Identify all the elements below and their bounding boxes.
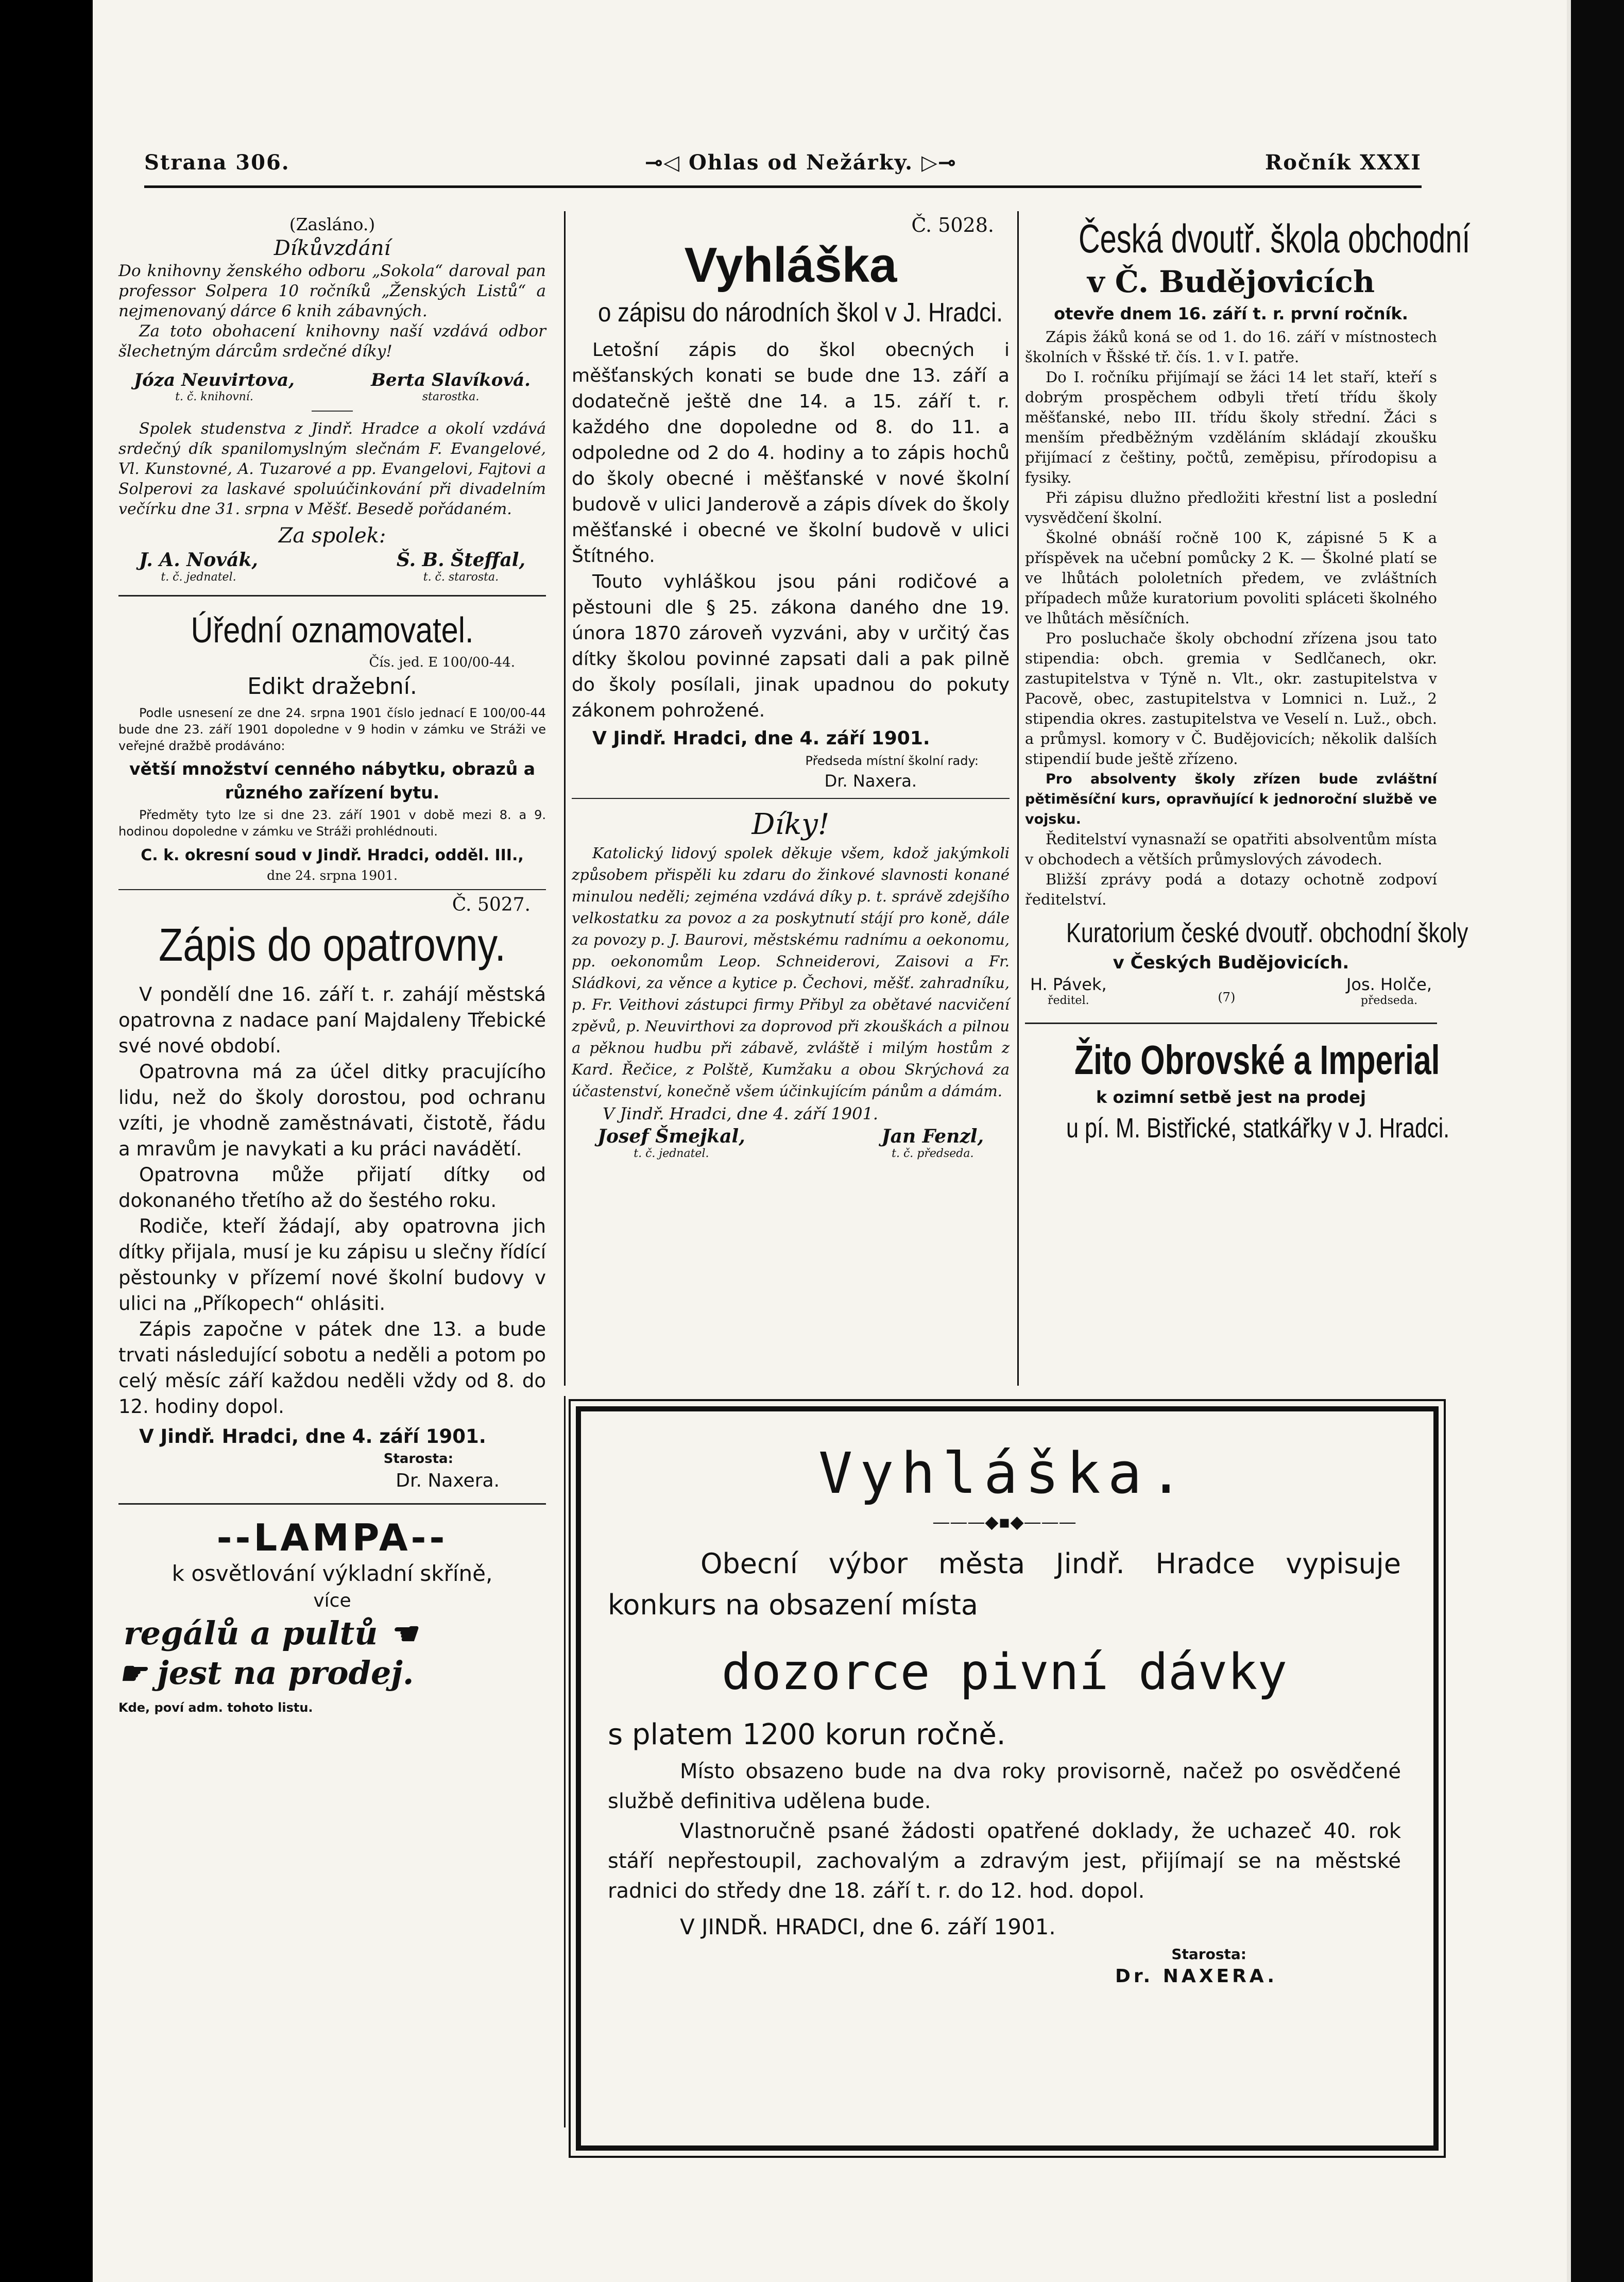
- lamp-l4-row: [118, 1654, 546, 1693]
- header-rule: [144, 185, 1422, 188]
- edict-text: Podle usnesení ze dne 24. srpna 1901 číslo jednací E 100/00-44 bude dne 23. září 1901 dopoledne v 9 hodin v zámku ve Stráži ve veřejné dražbě prodáváno:: [118, 706, 546, 753]
- business-school-ad: [1025, 214, 1471, 1007]
- creche-p5: Zápis započne v pátek dne 13. a bude trvati následující sobotu a neděli a potom po celý měsíc září každou neděli vždy od 8. do 12. hodiny dopol.: [118, 1318, 546, 1418]
- school-notice: [572, 214, 1010, 792]
- creche-starosta: Starosta:: [383, 1451, 453, 1467]
- grain-l1: k ozimní setbě jest na prodej: [1096, 1087, 1366, 1107]
- header-page-number: Strana 306.: [144, 150, 290, 175]
- signature-role: t. č. starosta.: [423, 571, 499, 584]
- bschool-opens: otevře dnem 16. září t. r. první ročník.: [1054, 304, 1408, 323]
- school-p1: Letošní zápis do škol obecných i měšťanských konati se bude dne 13. září a dodatečně ještě dne 14. a 15. září t. r. každého dne dopoledne od 8. do 11. a odpoledne od 2 do 4. hodiny a to zápis hochů do školy obecné i měšťanské v nové školní budově v ulici Janderově a zápis dívek do školy měšťanské i obecné ve školní budově v ulici Štítného.: [572, 339, 1010, 567]
- header-paper-title: [608, 150, 994, 175]
- vyhlaska-p2: Místo obsazeno bude na dva roky provisorně, načež po osvědčené službě definitiva udělena bude.: [608, 1760, 1401, 1813]
- ornament-right-icon: ▷⊸: [913, 150, 957, 175]
- creche-p1: V pondělí dne 16. září t. r. zahájí městská opatrovna z nadace paní Majdaleny Třebické své nové období.: [118, 983, 546, 1057]
- bschool-city: v Č. Budějovicích: [1087, 264, 1375, 299]
- section-rule: [1025, 1023, 1437, 1024]
- lamp-l5: Kde, poví adm. tohoto listu.: [118, 1700, 313, 1715]
- grain-ad: [1025, 1035, 1450, 1147]
- ad-number: (7): [1218, 990, 1236, 1004]
- lamp-ad: [118, 1516, 546, 1718]
- bschool-p1: Zápis žáků koná se od 1. do 16. září v místnostech školních v Řšské tř. čís. 1. v I. patře.: [1025, 328, 1437, 366]
- edict-ref: Čís. jed. E 100/00-44.: [369, 655, 515, 670]
- bschool-kurator-city: v Českých Budějovicích.: [1113, 952, 1349, 973]
- students-notice: [118, 419, 546, 584]
- notices-title: Úřední oznamovatel.: [191, 610, 474, 650]
- signature-name: Berta Slavíková.: [371, 370, 531, 390]
- signature-role: t. č. knihovní.: [175, 390, 253, 403]
- edict-court: C. k. okresní soud v Jindř. Hradci, odděl. III.,: [141, 846, 524, 864]
- signature: [139, 549, 258, 584]
- signature-name: H. Pávek,: [1030, 975, 1107, 994]
- column-3: [1025, 214, 1471, 1147]
- signature-name: J. A. Novák,: [139, 549, 258, 571]
- column-2: [572, 214, 1010, 1160]
- lamp-l1: k osvětlování výkladní skříně,: [172, 1561, 493, 1586]
- vyhlaska-name: Dr. NAXERA.: [1115, 1966, 1277, 1987]
- ornament-left-icon: ⊸◁: [645, 150, 689, 175]
- column-1: [118, 214, 546, 1718]
- students-za-spolek: Za spolek:: [278, 524, 386, 548]
- vyhlaska-starosta: Starosta:: [1171, 1946, 1246, 1963]
- thanks-text-2: Za toto obohacení knihovny naší vzdává odbor šlechetným dárcům srdečné díky!: [118, 322, 546, 361]
- separator: [312, 411, 353, 412]
- signature-name: Jos. Holče,: [1346, 975, 1432, 994]
- lamp-title: --LAMPA--: [216, 1516, 448, 1559]
- signature-name: Š. B. Šteffal,: [396, 549, 525, 571]
- signature: [397, 549, 525, 584]
- signature: [134, 370, 295, 403]
- bschool-p4: Školné obnáší ročně 100 K, zápisné 5 K a příspěvek na učební pomůcky 2 K. — Školné platí se ve lhůtách pololetních předem, ve zvláštních případech může kuratorium povoliti spláceti školného ve lhůtách měsíčních.: [1025, 529, 1437, 627]
- vyhlaska-p1: Obecní výbor města Jindř. Hradce vypisuje konkurs na obsazení místa: [608, 1547, 1401, 1621]
- bschool-p3: Při zápisu dlužno předložiti křestní list a poslední vysvědčení školní.: [1025, 489, 1437, 526]
- zaslano-label: (Zasláno.): [289, 214, 375, 234]
- bschool-p7: Ředitelství vynasnaží se opatřiti absolventům místa v obchodech a větších průmyslových závodech.: [1025, 830, 1437, 868]
- diky-title: Díky!: [751, 808, 830, 841]
- lamp-l3-row: [118, 1614, 546, 1654]
- students-text: Spolek studenstva z Jindř. Hradce a okolí vzdává srdečný dík spanilomyslným slečnám F. Evangelové, Vl. Kunstovné, A. Tuzarové a pp. Evangelovi, Fajtovi a Solperovi za laskavé spoluúčinkování při divadelním večírku dne 31. srpna v Měšť. Besedě pořádaném.: [118, 420, 546, 518]
- signature-role: t. č. předseda.: [892, 1147, 974, 1160]
- bschool-num: [1218, 975, 1235, 1004]
- signature: [882, 1126, 984, 1160]
- thanks-notice: [118, 214, 546, 403]
- grain-title: Žito Obrovské a Imperial: [1074, 1037, 1440, 1083]
- diky-text: Katolický lidový spolek děkuje všem, kdož jakýmkoli způsobem přispěli ku zdaru do žinkové slavnosti konané minulou neděli; zejména vzdává díky p. t. správě zdejšího velkostatku za povoz a za poskytnutí stájí pro koně, dále za povozy p. J. Baurovi, městskému radnímu a oekonomu, pp. oekonomům Leop. Schneiderovi, Zaisovi a Fr. Sládkovi, za věnce a kytice p. Čechovi, měšť. zahradníku, p. Fr. Veithovi zástupci firmy Přibyl za obětavé nacvičení zpěvů, p. Neuvirthovi za doprovod při zkouškách a pilnou a pěknou hudbu při zábavě, zvláště i milým hostům z Kard. Řečice, z Polště, Kumžaku a obou Skrýchová za účastenství, konečně všem účinkujícím pánům a dámám.: [572, 844, 1010, 1100]
- thanks-signatures: [118, 370, 546, 403]
- signature-role: předseda.: [1360, 994, 1418, 1007]
- bschool-p2: Do I. ročníku přijímají se žáci 14 let staří, kteří s dobrým prospěchem odbyli třetí třídu školy měšťanské, nebo III. třídu školy střední. Žáci s menším předběžným vzděláním skládají zkoušku přijímací z češtiny, počtů, zeměpisu, přírodopisu a fysiky.: [1025, 368, 1437, 486]
- bschool-signatures: [1025, 975, 1437, 1007]
- column-rule-1: [564, 211, 566, 1386]
- lamp-l4: jest na prodej.: [157, 1654, 414, 1692]
- thanks-text: Do knihovny ženského odboru „Sokola“ daroval pan professor Solpera 10 ročníků „Ženských Listů“ a nejmenovaný dárce 6 knih zábavných.: [118, 262, 546, 320]
- creche-name: Dr. Naxera.: [396, 1470, 500, 1491]
- signature: [371, 370, 531, 403]
- section-rule: [118, 1503, 546, 1505]
- bschool-title: Česká dvoutř. škola obchodní: [1079, 216, 1471, 261]
- school-p2: Touto vyhláškou jsou páni rodičové a pěstouni dle § 25. zákona daného dne 19. února 1870 zároveň vyzváni, aby v určitý čas dítky školou povinné zapsati dali a pak pilně do školy posílali, jinak upadnou do pokuty zákonem pohrožené.: [572, 571, 1010, 721]
- vyhlaska-big: dozorce pivní dávky: [721, 1643, 1288, 1701]
- signature-name: Józa Neuvirtova,: [134, 370, 295, 390]
- school-body: [572, 337, 1010, 792]
- signature: [1346, 975, 1432, 1007]
- school-role: Předseda místní školní rady:: [805, 754, 979, 768]
- creche-p3: Opatrovna může přijatí dítky od dokonaného třetího až do šestého roku.: [118, 1164, 546, 1212]
- signature-name: Josef Šmejkal,: [597, 1126, 745, 1147]
- vyhlaska-title: Vyhláška.: [818, 1440, 1191, 1506]
- header-title-text: Ohlas od Nežárky.: [688, 150, 914, 175]
- vyhlaska-salary: s platem 1200 korun ročně.: [608, 1718, 1006, 1751]
- pointing-hand-left-icon: ☚: [388, 1616, 417, 1652]
- signature: [597, 1126, 745, 1160]
- vyhlaska-place: V JINDŘ. HRADCI, dne 6. září 1901.: [680, 1914, 1056, 1939]
- students-signatures: [118, 549, 546, 584]
- scan-border: [1571, 0, 1624, 2282]
- column-rule-2: [1017, 211, 1019, 1386]
- pointing-hand-right-icon: ☛: [118, 1656, 146, 1692]
- diky-notice: [572, 807, 1010, 1160]
- creche-body: [118, 982, 546, 1494]
- creche-p2: Opatrovna má za účel ditky pracujícího lidu, než do školy dorostou, pod ochranu vzíti, je vhodně zaměstnávati, čistotě, řádu a mravům je navykati a ku práci navádětí.: [118, 1061, 546, 1160]
- section-rule: [118, 889, 546, 890]
- school-name: Dr. Naxera.: [824, 771, 917, 791]
- school-subtitle: o zápisu do národních škol v J. Hradci.: [598, 298, 1003, 328]
- grain-l2: u pí. M. Bistřické, statkářky v J. Hradci.: [1066, 1113, 1450, 1144]
- section-rule: [118, 595, 546, 597]
- creche-place: V Jindř. Hradci, dne 4. září 1901.: [139, 1425, 486, 1447]
- divider-ornament-icon: ———◆▪◆———: [932, 1512, 1076, 1532]
- bschool-p6: Pro absolventy školy zřízen bude zvláštní pětiměsíční kurs, opravňující k jednoroční službě ve vojsku.: [1025, 771, 1437, 827]
- bschool-kurator: Kuratorium české dvoutř. obchodní školy: [1066, 917, 1468, 948]
- school-place: V Jindř. Hradci, dne 4. září 1901.: [592, 728, 930, 749]
- signature-role: t. č. jednatel.: [634, 1147, 709, 1160]
- header-volume: Ročník XXXI: [1264, 150, 1422, 175]
- school-title: Vyhláška: [684, 237, 897, 293]
- creche-ref: Č. 5027.: [452, 894, 531, 915]
- bschool-p8: Bližší zprávy podá a dotazy ochotně zodpoví ředitelství.: [1025, 871, 1437, 908]
- vyhlaska-p3: Vlastnoručně psané žádosti opatřené doklady, že uchazeč 40. rok stáří nepřestoupil, zachovalým a zdravým jest, přijímají se na městské radnici do středy dne 18. září t. r. do 12. hod. dopol.: [608, 1819, 1401, 1903]
- signature-role: starostka.: [422, 390, 480, 403]
- edict-view: Předměty tyto lze si dne 23. září 1901 v době mezi 8. a 9. hodinou dopoledne v zámku ve Stráži prohlédnouti.: [118, 808, 546, 839]
- creche-title: Zápis do opatrovny.: [158, 919, 506, 971]
- section-rule: [572, 798, 1010, 799]
- lamp-l2: více: [313, 1590, 351, 1611]
- bschool-body: [1025, 327, 1437, 910]
- diky-place: V Jindř. Hradci, dne 4. září 1901.: [603, 1104, 878, 1123]
- vyhlaska-ad: [608, 1437, 1401, 1989]
- edict-items: větší množství cenného nábytku, obrazů a různého zařízení bytu.: [129, 759, 535, 803]
- lamp-l3: regálů a pultů: [124, 1614, 378, 1652]
- edict-title: Edikt dražební.: [247, 673, 417, 700]
- school-ref: Č. 5028.: [911, 214, 994, 236]
- diky-signatures: [572, 1126, 1010, 1160]
- thanks-title: Díkůvzdání: [273, 236, 391, 260]
- creche-notice: [118, 893, 546, 1494]
- signature: [1030, 975, 1107, 1007]
- creche-p4: Rodiče, kteří žádají, aby opatrovna jich dítky přijala, musí je ku zápisu u slečny řídící pěstounky v přízemí nové školní budovy v ulici na „Příkopech“ ohlásiti.: [118, 1215, 546, 1315]
- edict-date: dne 24. srpna 1901.: [267, 868, 398, 883]
- column-rule-1b: [564, 1396, 566, 2127]
- bschool-p5: Pro posluchače školy obchodní zřízena jsou tato stipendia: obch. gremia v Sedlčanech, okr. zastupitelstva v Týně n. Vlt., okr. zastupitelstva v Pacově, obec, zastupitelstva v Lomnici n. Luž., 2 stipendia okres. zastupitelstva ve Veselí n. Luž., obch. a průmysl. komory v Č. Budějovicích; několik dalších stipendií bude ještě zřízeno.: [1025, 629, 1437, 768]
- signature-name: Jan Fenzl,: [881, 1126, 984, 1147]
- signature-role: t. č. jednatel.: [161, 571, 236, 584]
- signature-role: ředitel.: [1048, 994, 1089, 1007]
- official-notices: [118, 607, 546, 884]
